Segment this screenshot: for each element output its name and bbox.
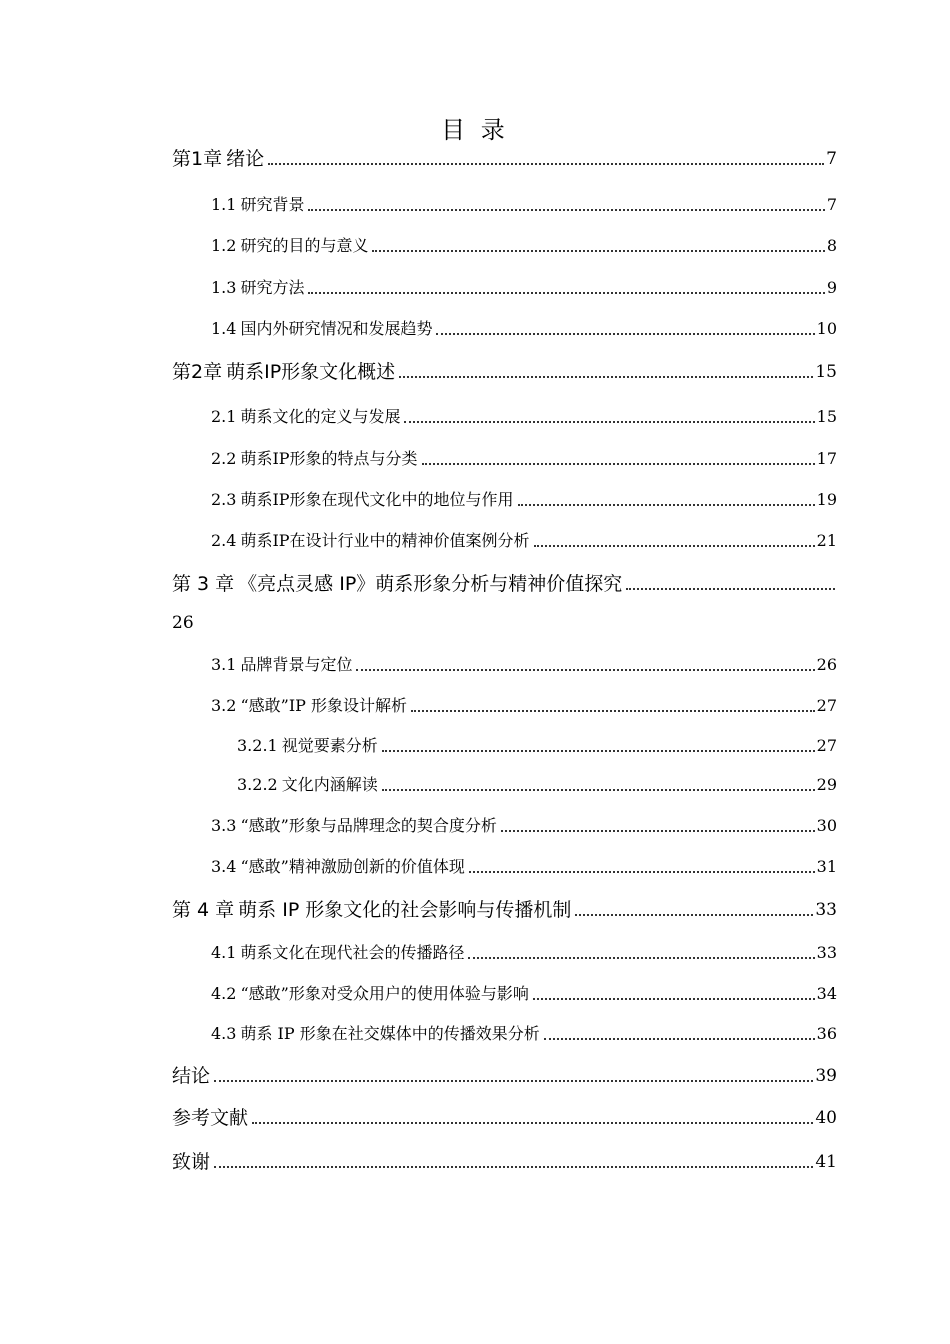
toc-entry-title: “感敢”精神激励创新的价值体现 [240,857,465,876]
toc-entry-4-3[interactable] [211,1021,837,1045]
toc-entry-title: 致谢 [172,1151,211,1173]
toc-entry-2-3[interactable] [211,487,837,511]
dot-leader [382,789,815,791]
toc-entry-number: 4.2 [211,984,237,1003]
toc-entry-number: 2.4 [211,531,237,550]
toc-entry-title: 萌系 IP 形象在社交媒体中的传播效果分析 [240,1024,540,1043]
toc-entry-number: 2.2 [211,449,237,468]
toc-entry-1-4[interactable] [211,316,837,340]
toc-entry-1-2[interactable] [211,233,837,257]
toc-entry-title: 萌系IP形象的特点与分类 [240,449,418,468]
toc-entry-page: 26 [172,613,194,633]
toc-entry-page: 15 [816,407,837,426]
toc-entry-number: 3.2 [211,696,237,715]
dot-leader [214,1166,813,1168]
toc-entry-page: 9 [826,278,837,297]
toc-entry-ch1[interactable] [172,146,837,170]
dot-leader [382,750,815,752]
dot-leader [372,250,824,252]
toc-entry-4-2[interactable] [211,981,837,1005]
toc-entry-3-1[interactable] [211,652,837,676]
toc-entry-title: “感敢”形象与品牌理念的契合度分析 [240,816,497,835]
toc-entry-acknowledgements[interactable] [172,1149,837,1173]
toc-entry-3-3[interactable] [211,813,837,837]
toc-entry-number: 3.4 [211,857,237,876]
toc-entry-page: 7 [826,149,837,169]
toc-entry-title: 绪论 [226,148,265,170]
toc-entry-page: 8 [826,236,837,255]
toc-entry-number: 第 3 章 [172,573,235,595]
toc-entry-number: 1.3 [211,278,237,297]
dot-leader [404,421,814,423]
toc-entry-1-3[interactable] [211,275,837,299]
toc-entry-number: 3.1 [211,655,237,674]
dot-leader [356,669,814,671]
toc-entry-number: 4.1 [211,943,237,962]
toc-entry-2-1[interactable] [211,404,837,428]
toc-entry-number: 3.2.1 [237,736,278,755]
toc-entry-page: 21 [816,531,837,550]
toc-entry-page: 19 [816,490,837,509]
toc-entry-number: 1.1 [211,195,237,214]
toc-entry-title: 结论 [172,1065,211,1087]
dot-leader [534,545,815,547]
toc-entry-3-2[interactable] [211,693,837,717]
toc-entry-number: 第1章 [172,148,223,170]
toc-entry-title: 参考文献 [172,1107,249,1129]
dot-leader [533,998,815,1000]
toc-entry-2-2[interactable] [211,446,837,470]
dot-leader [501,830,815,832]
toc-entry-title: 国内外研究情况和发展趋势 [240,319,433,338]
toc-entry-page: 27 [816,696,837,715]
toc-title: 目 录 [441,116,509,144]
toc-entry-page: 40 [815,1108,837,1128]
toc-entry-ch4[interactable] [172,897,837,921]
toc-entry-title: “感敢”形象对受众用户的使用体验与影响 [240,984,529,1003]
dot-leader [252,1122,813,1124]
toc-entry-page: 30 [816,816,837,835]
toc-entry-3-2-1[interactable] [237,733,837,757]
toc-entry-title: 萌系 IP 形象文化的社会影响与传播机制 [238,899,572,921]
toc-entry-number: 第 4 章 [172,899,235,921]
toc-entry-page: 7 [826,195,837,214]
toc-entry-3-4[interactable] [211,854,837,878]
dot-leader [544,1038,815,1040]
toc-entry-number: 4.3 [211,1024,237,1043]
dot-leader [468,957,814,959]
toc-entry-page: 34 [816,984,837,1003]
toc-entry-page: 27 [816,736,837,755]
toc-entry-page: 26 [816,655,837,674]
toc-entry-title: 萌系文化在现代社会的传播路径 [240,943,465,962]
toc-entry-number: 1.4 [211,319,237,338]
toc-entry-number: 3.2.2 [237,775,278,794]
toc-entry-number: 第2章 [172,361,223,383]
toc-entry-references[interactable] [172,1105,837,1129]
toc-entry-number: 2.3 [211,490,237,509]
dot-leader [518,504,815,506]
dot-leader [436,333,814,335]
toc-entry-page: 39 [815,1066,837,1086]
dot-leader [626,588,835,590]
dot-leader [469,871,815,873]
toc-entry-title: 品牌背景与定位 [240,655,353,674]
toc-entry-title: 研究背景 [240,195,305,214]
toc-entry-title: “感敢”IP 形象设计解析 [240,696,407,715]
toc-entry-page: 10 [816,319,837,338]
toc-entry-page: 33 [815,900,837,920]
toc-entry-title: 研究方法 [240,278,305,297]
toc-entry-3-2-2[interactable] [237,772,837,796]
toc-entry-conclusion[interactable] [172,1063,837,1087]
dot-leader [308,209,824,211]
toc-entry-page: 17 [816,449,837,468]
toc-entry-number: 2.1 [211,407,237,426]
toc-entry-page: 36 [816,1024,837,1043]
toc-entry-title: 视觉要素分析 [281,736,378,755]
toc-entry-page: 29 [816,775,837,794]
toc-entry-1-1[interactable] [211,192,837,216]
toc-entry-page: 15 [815,362,837,382]
dot-leader [308,292,824,294]
toc-entry-title: 萌系IP形象在现代文化中的地位与作用 [240,490,514,509]
toc-entry-title: 研究的目的与意义 [240,236,369,255]
toc-entry-title: 萌系文化的定义与发展 [240,407,401,426]
toc-entry-2-4[interactable] [211,528,837,552]
toc-entry-page: 33 [816,943,837,962]
toc-entry-number: 3.3 [211,816,237,835]
toc-entry-ch3[interactable] [172,571,837,595]
dot-leader [411,710,815,712]
dot-leader [575,914,813,916]
toc-entry-title: 《亮点灵感 IP》萌系形象分析与精神价值探究 [238,573,623,595]
toc-entry-4-1[interactable] [211,940,837,964]
toc-entry-page: 41 [815,1152,837,1172]
toc-entry-ch2[interactable] [172,359,837,383]
toc-entry-title: 萌系IP在设计行业中的精神价值案例分析 [240,531,530,550]
toc-entry-title: 文化内涵解读 [281,775,378,794]
toc-entry-number: 1.2 [211,236,237,255]
dot-leader [422,463,815,465]
dot-leader [214,1080,813,1082]
toc-entry-page: 31 [816,857,837,876]
dot-leader [268,163,824,165]
toc-entry-title: 萌系IP形象文化概述 [226,361,396,383]
dot-leader [399,376,813,378]
